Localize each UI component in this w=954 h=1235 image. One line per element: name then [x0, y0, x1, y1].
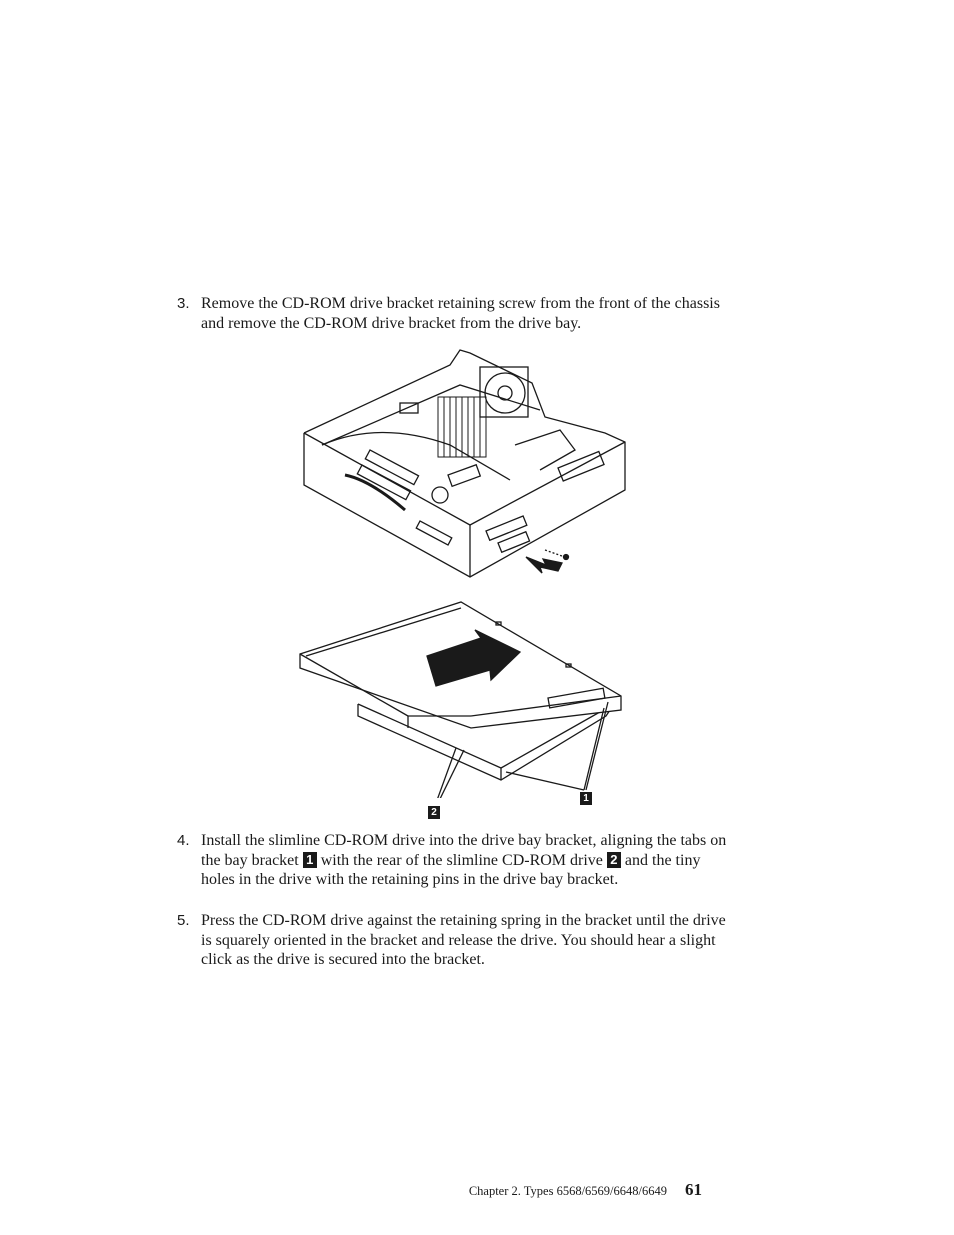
- step-number: 3.: [177, 295, 190, 312]
- page-footer: [469, 1180, 702, 1200]
- step-text-part: with the rear of the slimline CD-ROM drive: [320, 851, 603, 869]
- step-3: [177, 294, 737, 333]
- step-4: [177, 831, 737, 890]
- callout-1: 1: [303, 852, 317, 868]
- chassis-illustration: [300, 345, 635, 583]
- callout-2: 2: [607, 852, 621, 868]
- figure-callout-1: 1: [580, 792, 592, 805]
- step-text: Remove the CD-ROM drive bracket retaining screw from the front of the chassis and remove the CD-ROM drive bracket from the drive bay.: [201, 295, 720, 332]
- drive-bracket-illustration: [296, 598, 636, 798]
- chapter-title: Chapter 2. Types 6568/6569/6648/6649: [468, 1184, 667, 1198]
- figure-callout-2: 2: [428, 806, 440, 819]
- step-5: [177, 911, 737, 970]
- step-text: Press the CD-ROM drive against the retaining spring in the bracket until the drive is squarely oriented in the bracket and release the drive. You should hear a slight click as the drive is secured into the bracket.: [201, 912, 726, 968]
- step-text-part: and the tiny holes in the drive with the retaining pins in the drive bay bracket.: [201, 851, 701, 888]
- step-text-part: Install the slimline CD-ROM drive into the drive bay bracket, aligning the tabs on the bay bracket: [201, 832, 727, 869]
- step-text: [201, 831, 737, 890]
- step-number: 5.: [177, 912, 190, 929]
- page-number: 61: [685, 1180, 702, 1199]
- step-number: 4.: [177, 832, 190, 849]
